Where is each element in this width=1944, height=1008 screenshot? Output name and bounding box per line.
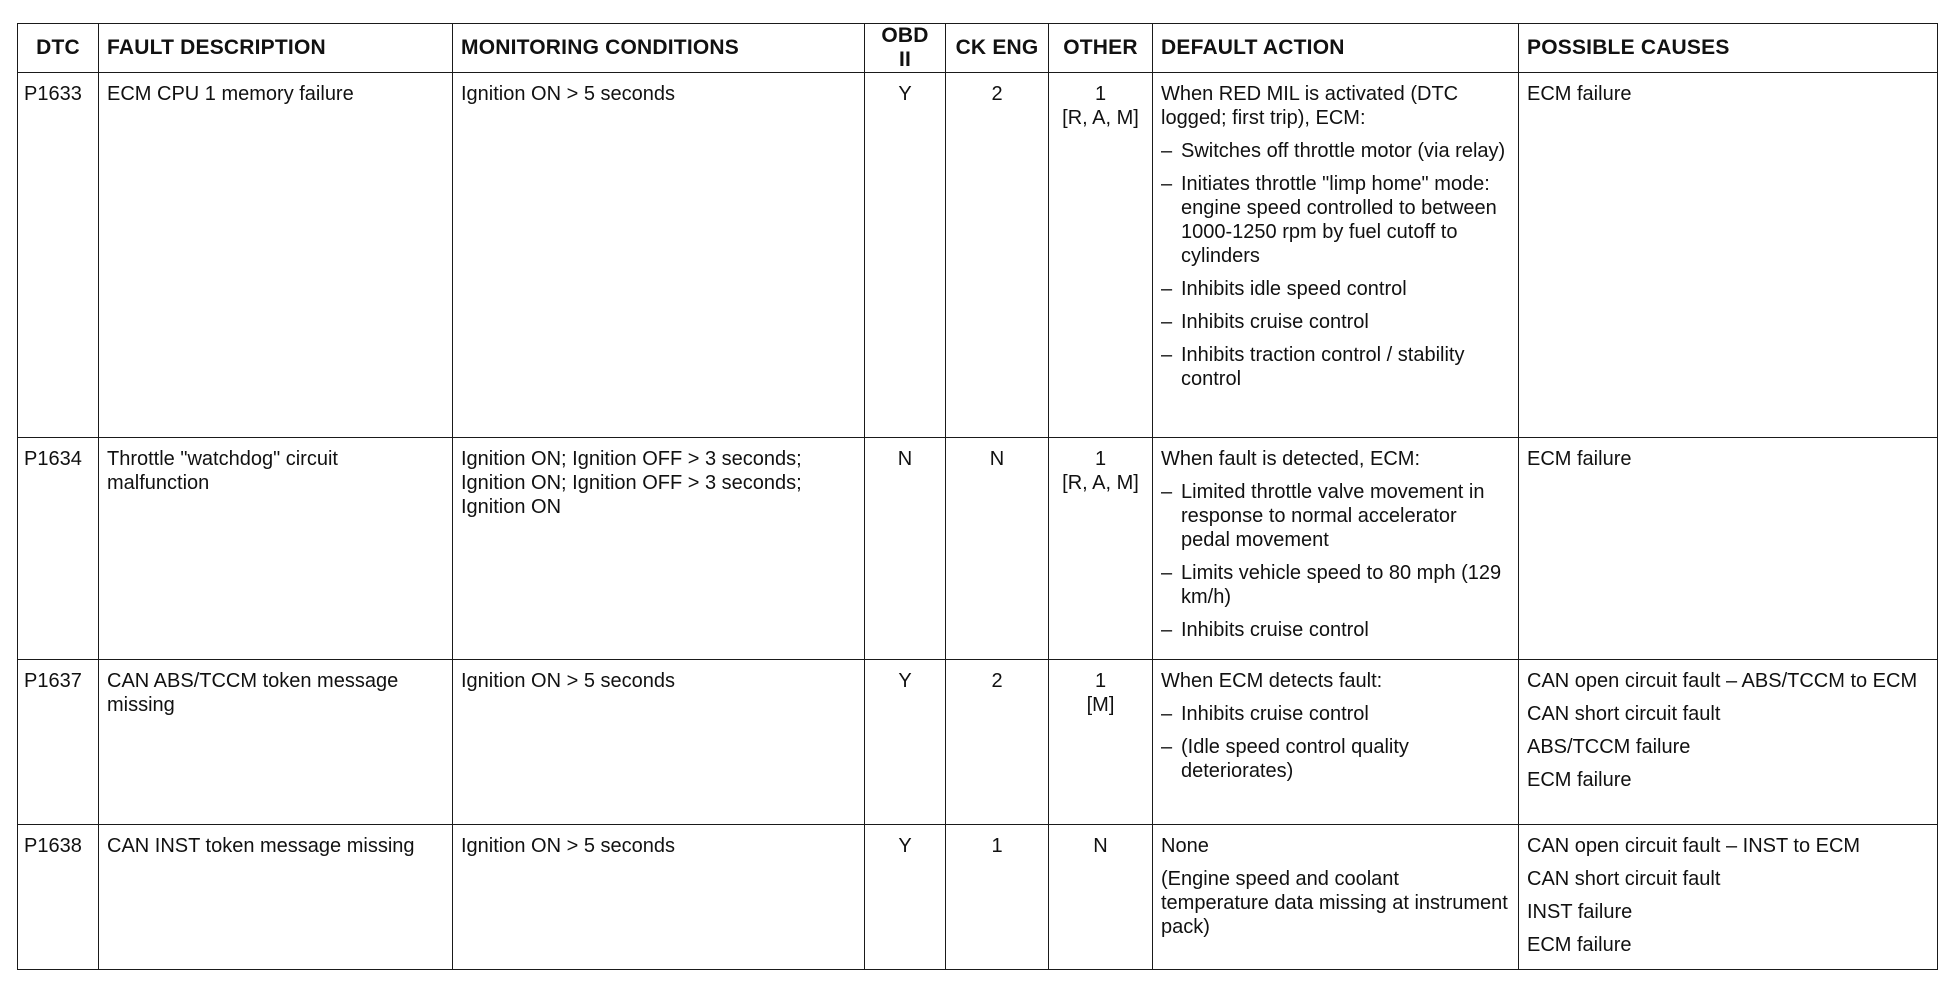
action-intro: When RED MIL is activated (DTC logged; first trip), ECM: [1161, 83, 1459, 129]
default-action [1153, 73, 1519, 438]
fault-description: CAN INST token message missing [99, 825, 453, 970]
action-item: – Limited throttle valve movement in response to normal accelerator pedal movement [1161, 480, 1510, 552]
possible-causes [1519, 660, 1938, 825]
table-row [18, 825, 1938, 970]
obd-ii-header: OBD II [865, 24, 946, 73]
other-line: [R, A, M] [1062, 107, 1139, 129]
default-action [1153, 438, 1519, 660]
cause-item: CAN open circuit fault – INST to ECM [1527, 835, 1861, 857]
cause-item: ECM failure [1527, 448, 1632, 470]
possible-causes [1519, 825, 1938, 970]
fault-description: ECM CPU 1 memory failure [99, 73, 453, 438]
other-line: [M] [1086, 694, 1115, 716]
fault-description: CAN ABS/TCCM token message missing [99, 660, 453, 825]
fault-description-header: FAULT DESCRIPTION [99, 24, 453, 73]
dtc-header: DTC [18, 24, 99, 73]
other-line: N [1093, 835, 1108, 857]
action-item: – Inhibits traction control / stability control [1161, 343, 1510, 391]
obd-ii-value: Y [865, 825, 946, 970]
action-note: (Engine speed and coolant temperature data missing at instrument pack) [1161, 868, 1508, 938]
ck-eng-value: N [946, 438, 1049, 660]
action-item: – Inhibits cruise control [1161, 702, 1510, 726]
dtc-code: P1637 [18, 660, 99, 825]
other-value [1049, 660, 1153, 825]
table-row [18, 73, 1938, 438]
default-action-header: DEFAULT ACTION [1153, 24, 1519, 73]
table-row [18, 660, 1938, 825]
action-intro: When fault is detected, ECM: [1161, 448, 1421, 470]
dtc-code: P1633 [18, 73, 99, 438]
ck-eng-header: CK ENG [946, 24, 1049, 73]
other-value [1049, 825, 1153, 970]
monitoring-conditions: Ignition ON > 5 seconds [453, 660, 865, 825]
action-item: – Inhibits idle speed control [1161, 277, 1510, 301]
action-item: – Switches off throttle motor (via relay) [1161, 139, 1510, 163]
other-value [1049, 73, 1153, 438]
default-action [1153, 660, 1519, 825]
cause-item: CAN short circuit fault [1527, 868, 1721, 890]
action-item: – Limits vehicle speed to 80 mph (129 km/h) [1161, 561, 1510, 609]
cause-item: CAN short circuit fault [1527, 703, 1721, 725]
obd-ii-value: N [865, 438, 946, 660]
dtc-code: P1634 [18, 438, 99, 660]
monitoring-conditions: Ignition ON > 5 seconds [453, 73, 865, 438]
other-line: [R, A, M] [1062, 472, 1139, 494]
fault-description: Throttle "watchdog" circuit malfunction [99, 438, 453, 660]
ck-eng-value: 2 [946, 73, 1049, 438]
monitoring-conditions: Ignition ON > 5 seconds [453, 825, 865, 970]
possible-causes-header: POSSIBLE CAUSES [1519, 24, 1938, 73]
action-item: – Inhibits cruise control [1161, 310, 1510, 334]
cause-item: CAN open circuit fault – ABS/TCCM to ECM [1527, 670, 1918, 692]
other-line: 1 [1094, 448, 1107, 470]
possible-causes [1519, 438, 1938, 660]
other-header: OTHER [1049, 24, 1153, 73]
monitoring-conditions-header: MONITORING CONDITIONS [453, 24, 865, 73]
action-intro: None [1161, 835, 1209, 857]
other-value [1049, 438, 1153, 660]
other-line: 1 [1094, 670, 1107, 692]
action-item: – Inhibits cruise control [1161, 618, 1510, 642]
cause-item: ABS/TCCM failure [1527, 736, 1691, 758]
table-row [18, 438, 1938, 660]
ck-eng-value: 2 [946, 660, 1049, 825]
cause-item: ECM failure [1527, 83, 1632, 105]
cause-item: ECM failure [1527, 769, 1632, 791]
other-line: 1 [1094, 83, 1107, 105]
possible-causes [1519, 73, 1938, 438]
monitoring-conditions: Ignition ON; Ignition OFF > 3 seconds; Ignition ON; Ignition OFF > 3 seconds; Ignition ON [453, 438, 865, 660]
default-action [1153, 825, 1519, 970]
dtc-table [17, 23, 1938, 970]
obd-ii-value: Y [865, 73, 946, 438]
ck-eng-value: 1 [946, 825, 1049, 970]
action-item: – Initiates throttle "limp home" mode: engine speed controlled to between 1000-1250 rpm by fuel cutoff to cylinders [1161, 172, 1510, 268]
cause-item: ECM failure [1527, 934, 1632, 956]
action-intro: When ECM detects fault: [1161, 670, 1383, 692]
obd-ii-value: Y [865, 660, 946, 825]
action-item: – (Idle speed control quality deteriorates) [1161, 735, 1510, 783]
header-row [18, 24, 1938, 73]
cause-item: INST failure [1527, 901, 1633, 923]
dtc-code: P1638 [18, 825, 99, 970]
